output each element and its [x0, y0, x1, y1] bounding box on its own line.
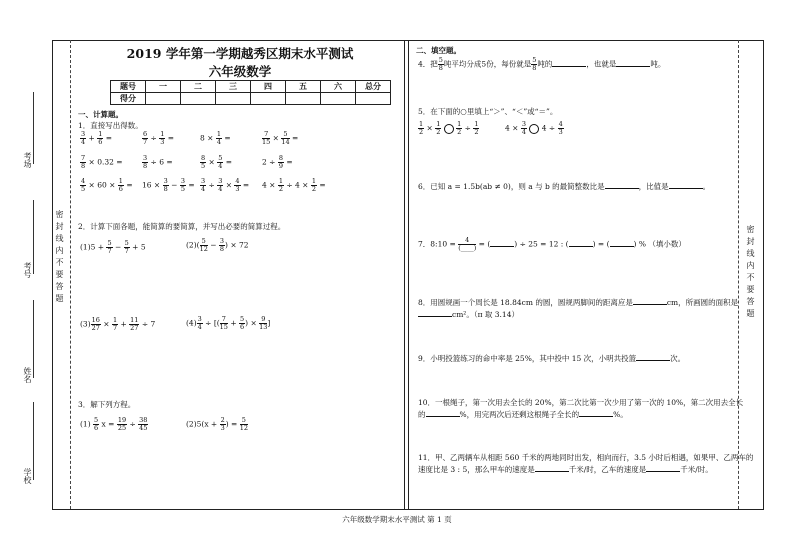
math-item: (1)5 + $\frac{5}{7}$ − $\frac{5}{7}$ + 5 [80, 239, 146, 255]
answer-blank[interactable] [605, 182, 639, 189]
score-cell-empty[interactable] [146, 93, 181, 105]
score-table [110, 80, 391, 105]
question-10-line-1: 10．一根绳子，第一次用去全长的 20%，第二次比第一次少用了第一次的 10%，第二次用去全长 [418, 398, 744, 407]
score-cell-empty[interactable] [216, 93, 251, 105]
math-item: 4 × $\frac{3}{4}$ 4 ÷ $\frac{4}{3}$ [505, 120, 563, 136]
column-divider [404, 40, 405, 509]
answer-blank[interactable] [646, 465, 680, 472]
side-line-xuexiao [33, 402, 34, 480]
question-6: 6．已知 a = 1.5b(ab ≠ 0)，则 a 与 b 的最简整数比是 ，比值是 。 [418, 182, 711, 191]
seal-text-right: 密封线内不要答题 [746, 225, 755, 321]
score-cell-empty[interactable] [251, 93, 286, 105]
compare-circle[interactable] [444, 124, 454, 134]
math-item: (3) $\frac{16}{27}$ × $\frac{1}{7}$ + $\frac{11}{27}$ ÷ 7 [80, 316, 156, 332]
math-item: $\frac{1}{2}$ × $\frac{1}{2}$ $\frac{1}{2}$ ÷ $\frac{1}{2}$ [419, 120, 479, 136]
math-item: $\frac{7}{15}$ × $\frac{5}{14}$ = [262, 130, 299, 146]
question-9: 9．小明投篮练习的命中率是 25%，其中投中 15 次，小明共投篮 次。 [418, 354, 686, 363]
score-cell-empty[interactable] [286, 93, 321, 105]
math-item: 4 × $\frac{1}{2}$ ÷ 4 × $\frac{1}{2}$ = [262, 177, 326, 193]
side-line-kaohao [33, 200, 34, 274]
answer-blank[interactable] [418, 310, 452, 317]
answer-blank[interactable] [636, 354, 670, 361]
score-cell: 二 [181, 81, 216, 93]
math-item: $\frac{3}{4}$ ÷ $\frac{3}{4}$ × $\frac{4}{3}$ = [201, 177, 250, 193]
question-10-line-2: 的 %，用完两次后还剩这根绳子全长的 %。 [418, 410, 628, 419]
score-cell: 得分 [111, 93, 146, 105]
math-item: $\frac{4}{5}$ × 60 × $\frac{1}{6}$ = [81, 177, 133, 193]
question-2: 2．计算下面各题，能简算的要简算，并写出必要的简算过程。 [78, 222, 286, 231]
question-11-line-2: 速度比是 3 : 5，那么甲车的速度是 千米/时，乙车的速度是 千米/时。 [418, 465, 713, 474]
side-label-xingming: 姓名 [23, 367, 32, 383]
math-item: $\frac{6}{7}$ ÷ $\frac{1}{3}$ = [143, 130, 175, 146]
math-item: (2)5(x + $\frac{2}{3}$ ) = $\frac{5}{12}$ [186, 416, 249, 432]
score-cell-empty[interactable] [321, 93, 356, 105]
answer-blank[interactable] [569, 240, 593, 247]
score-row-header [111, 81, 391, 93]
score-row-values [111, 93, 391, 105]
math-item: (2)( $\frac{5}{12}$ − $\frac{3}{8}$ ) × 72 [186, 237, 249, 253]
question-11-line-1: 11．甲、乙两辆车从相距 560 千米的两地同时出发，相向而行，3.5 小时后相遇，如果甲、乙两车的 [418, 453, 754, 462]
answer-blank[interactable] [616, 60, 650, 67]
answer-blank[interactable] [552, 60, 586, 67]
math-item: 8 × $\frac{1}{4}$ = [200, 130, 231, 146]
math-item: 16 × $\frac{3}{8}$ − $\frac{3}{5}$ = [142, 177, 195, 193]
compare-circle[interactable] [529, 124, 539, 134]
answer-blank[interactable] [610, 240, 634, 247]
score-cell-empty[interactable] [356, 93, 391, 105]
score-cell: 六 [321, 81, 356, 93]
question-8-line-1: 8．用圆规画一个周长是 18.84cm 的圆，圆规两脚间的距离应是 cm，所画圆的面积是 [418, 298, 739, 307]
score-cell: 一 [146, 81, 181, 93]
answer-blank[interactable] [633, 298, 667, 305]
question-8-line-2: cm²。（π 取 3.14） [418, 309, 519, 320]
answer-blank[interactable] [579, 410, 613, 417]
seal-text-left: 密封线内不要答题 [55, 210, 64, 306]
score-cell: 三 [216, 81, 251, 93]
side-line-xingming [33, 300, 34, 378]
math-item: (4) $\frac{3}{4}$ ÷ [( $\frac{7}{15}$ + $\frac{5}{6}$ ) × $\frac{9}{13}$ ] [186, 315, 271, 331]
math-item: $\frac{8}{5}$ × $\frac{5}{4}$ = [201, 154, 233, 170]
side-label-xuexiao: 学校 [23, 468, 32, 484]
page-footer: 六年级数学期末水平测试 第 1 页 [342, 515, 452, 524]
side-label-kaohao: 考号 [23, 262, 32, 278]
math-item: $\frac{7}{8}$ × 0.32 = [81, 154, 123, 170]
question-4: 4．把 $\frac{5}{8}$ 吨平均分成5份，每份就是 $\frac{5}{8}$ 吨的 ，也就是 吨。 [418, 56, 666, 72]
score-cell: 五 [286, 81, 321, 93]
score-cell: 题号 [111, 81, 146, 93]
section-1-heading: 一、计算题。 [78, 110, 123, 119]
answer-blank[interactable] [490, 240, 514, 247]
math-item: 2 ÷ $\frac{8}{9}$ = [262, 154, 293, 170]
math-item: $\frac{3}{4}$ + $\frac{1}{6}$ = [81, 130, 113, 146]
question-1: 1．直接写出得数。 [78, 121, 143, 130]
left-seal-line [70, 40, 71, 509]
side-line-kaochang [33, 92, 34, 164]
column-divider-2 [408, 40, 409, 509]
score-cell-empty[interactable] [181, 93, 216, 105]
math-item: $\frac{3}{8}$ ÷ 6 = [143, 154, 173, 170]
answer-blank[interactable] [426, 410, 460, 417]
exam-title: 2019 学年第一学期越秀区期末水平测试 [126, 46, 354, 61]
answer-blank[interactable] [535, 465, 569, 472]
right-seal-line [738, 40, 739, 509]
answer-blank[interactable] [669, 182, 703, 189]
score-cell: 总分 [356, 81, 391, 93]
question-5: 5．在下面的○里填上“＞”、“＜”或“＝”。 [418, 107, 558, 116]
math-item: (1) $\frac{5}{6}$ x = $\frac{19}{25}$ ÷ $\frac{38}{45}$ [80, 416, 148, 432]
exam-subtitle: 六年级数学 [208, 64, 272, 79]
score-cell: 四 [251, 81, 286, 93]
question-7: 7．8:10 = $\frac{4}{(\_\_\_\_)}$ = ( ) ÷ 25 = 12 : ( ) = ( ) % （填小数） [418, 236, 686, 252]
side-label-kaochang: 考场 [23, 152, 32, 168]
section-2-heading: 二、填空题。 [416, 46, 461, 55]
question-3: 3．解下列方程。 [78, 400, 136, 409]
